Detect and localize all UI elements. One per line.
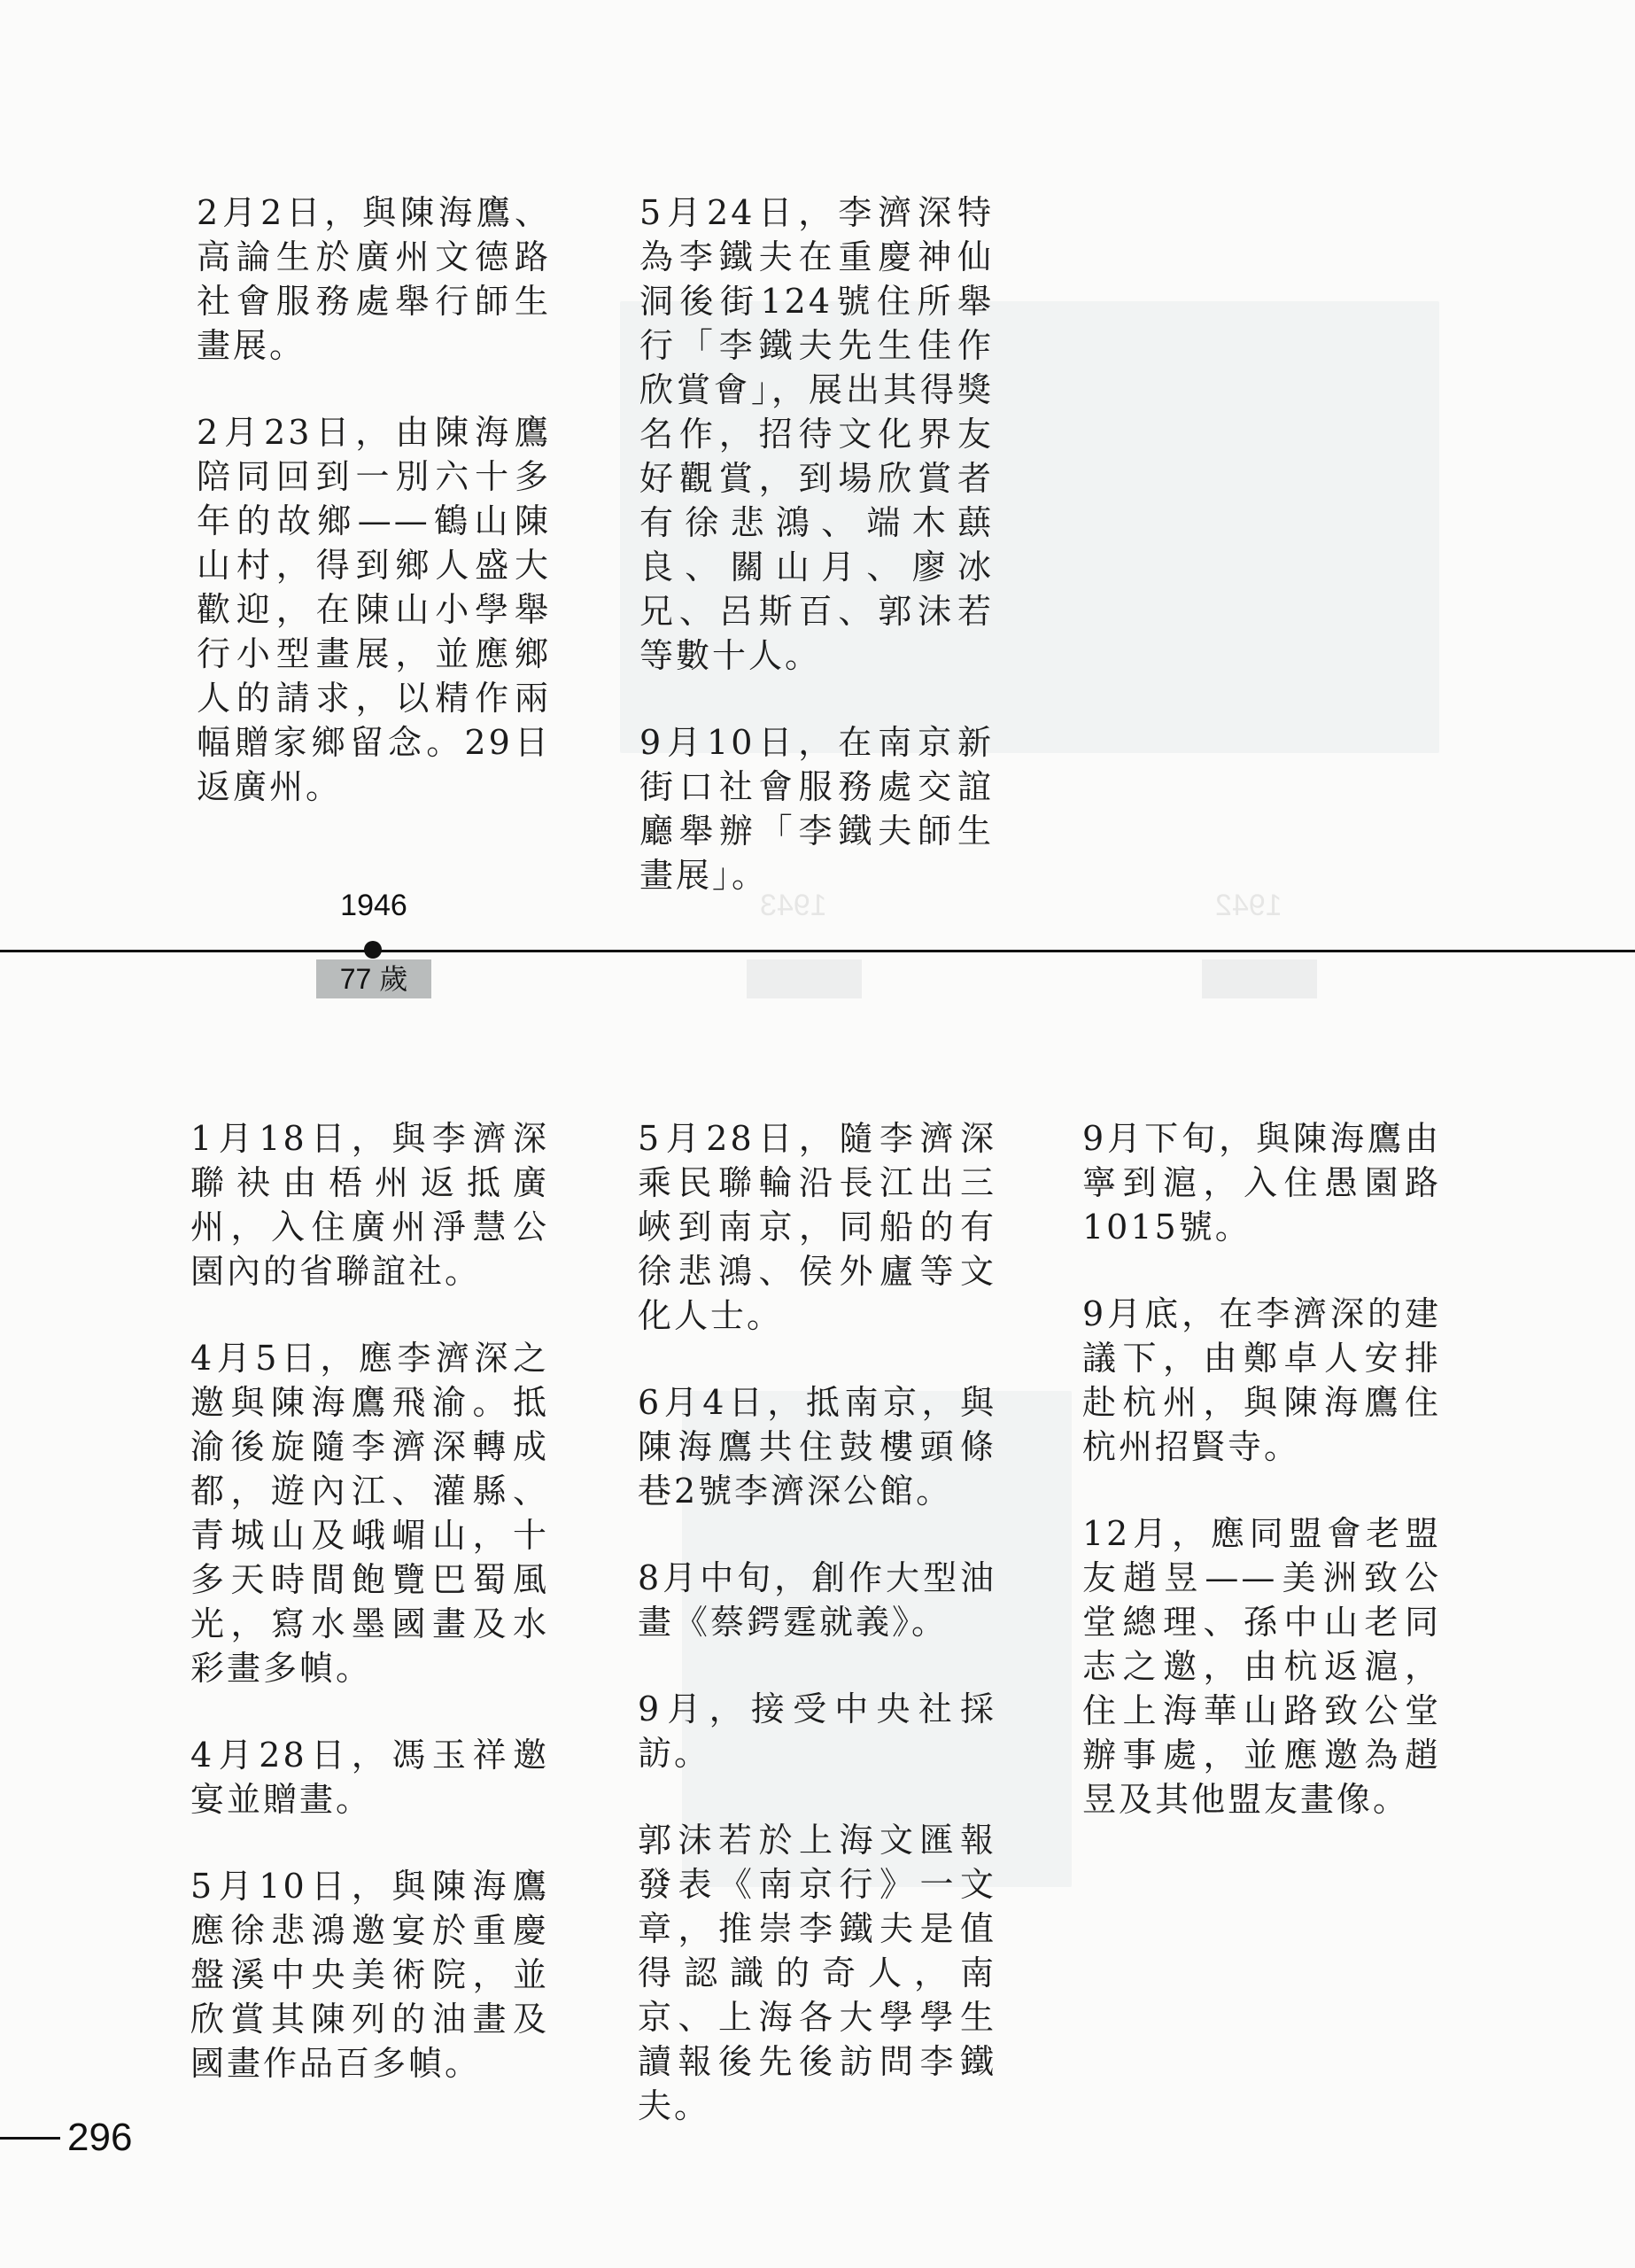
bottom-column-1 [190,1116,549,2128]
show-through-year: 1943 [760,889,827,922]
show-through-badge [747,959,862,998]
entry-paragraph: 郭沫若於上海文匯報發表《南京行》一文章，推崇李鐵夫是值得認識的奇人，南京、上海各大學學生讀報後先後訪問李鐵夫。 [638,1821,996,2125]
show-through-year: 1942 [1215,889,1282,922]
timeline-rule [0,950,1635,952]
entry-paragraph: 1月18日，與李濟深聯袂由梧州返抵廣州，入住廣州淨慧公園內的省聯誼社。 [190,1119,549,1291]
age-badge: 77 歲 [316,959,431,998]
entry-paragraph: 5月28日，隨李濟深乘民聯輪沿長江出三峽到南京，同船的有徐悲鴻、侯外廬等文化人士。 [638,1119,996,1335]
entry-paragraph: 12月，應同盟會老盟友趙昱——美洲致公堂總理、孫中山老同志之邀，由杭返滬，住上海華山路致公堂辦事處，並應邀為趙昱及其他盟友畫像。 [1082,1514,1441,1819]
top-left-column [197,190,551,851]
bottom-column-2 [638,1116,996,2171]
entry-paragraph: 2月2日，與陳海鷹、高論生於廣州文德路社會服務處舉行師生畫展。 [197,193,551,365]
bottom-column-3 [1082,1116,1441,1864]
entry-paragraph: 9月下旬，與陳海鷹由寧到滬，入住愚園路1015號。 [1082,1119,1441,1247]
entry-paragraph: 6月4日，抵南京，與陳海鷹共住鼓樓頭條巷2號李濟深公館。 [638,1383,996,1511]
entry-paragraph: 4月5日，應李濟深之邀與陳海鷹飛渝。抵渝後旋隨李濟深轉成都，遊內江、灌縣、青城山及峨嵋山，十多天時間飽覽巴蜀風光，寫水墨國畫及水彩畫多幀。 [190,1339,549,1688]
timeline-marker [364,941,382,959]
entry-paragraph: 9月，接受中央社採訪。 [638,1689,996,1773]
entry-paragraph: 8月中旬，創作大型油畫《蔡鍔霆就義》。 [638,1558,996,1642]
entry-paragraph: 9月10日，在南京新街口社會服務處交誼廳舉辦「李鐵夫師生畫展」。 [639,723,994,895]
show-through-badge [1202,959,1317,998]
entry-paragraph: 9月底，在李濟深的建議下，由鄭卓人安排赴杭州，與陳海鷹住杭州招賢寺。 [1082,1294,1441,1466]
entry-paragraph: 4月28日，馮玉祥邀宴並贈畫。 [190,1736,549,1819]
top-right-column [639,190,994,940]
page-number-rule [0,2137,60,2140]
entry-paragraph: 2月23日，由陳海鷹陪同回到一別六十多年的故鄉——鶴山陳山村，得到鄉人盛大歡迎，在陳山小學舉行小型畫展，並應鄉人的請求，以精作兩幅贈家鄉留念。29日返廣州。 [197,413,551,806]
entry-paragraph: 5月10日，與陳海鷹應徐悲鴻邀宴於重慶盤溪中央美術院，並欣賞其陳列的油畫及國畫作品百多幀。 [190,1867,549,2083]
timeline-year: 1946 [340,889,407,922]
page-number: 296 [67,2116,133,2159]
entry-paragraph: 5月24日，李濟深特為李鐵夫在重慶神仙洞後街124號住所舉行「李鐵夫先生佳作欣賞會」，展出其得獎名作，招待文化界友好觀賞，到場欣賞者有徐悲鴻、端木蕻良、關山月、廖冰兄、呂斯百、郭沫若等數十人。 [639,193,994,675]
